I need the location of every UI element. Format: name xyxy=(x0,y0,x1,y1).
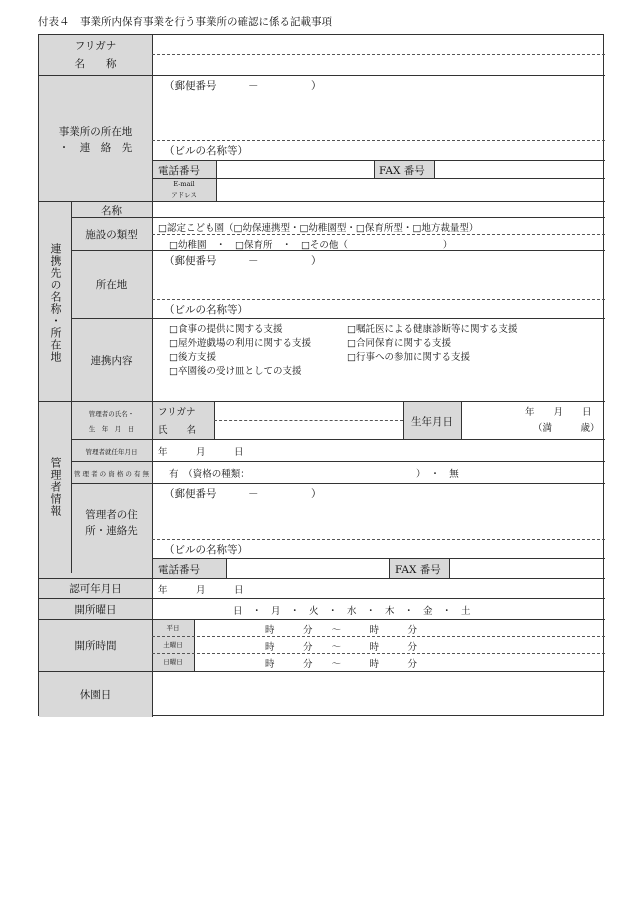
manager-address-label-1: 管理者の住 xyxy=(85,509,138,521)
manager-appointed-label: 管理者就任年月日 xyxy=(85,448,138,456)
hours-saturday-value[interactable]: 時 分 ～ 時 分 xyxy=(265,642,418,653)
office-furigana-label: フリガナ xyxy=(74,40,117,52)
opening-hours-label: 開所時間 xyxy=(74,640,117,652)
office-fax-label: FAX 番号 xyxy=(379,165,425,177)
manager-address-label-2: 所・連絡先 xyxy=(85,525,138,537)
partner-building-name: （ビルの名称等） xyxy=(164,304,248,316)
partner-content-item-meals[interactable]: □食事の提供に関する支援 xyxy=(169,324,283,335)
approval-date-value[interactable]: 年 月 日 xyxy=(158,585,244,596)
office-email-field[interactable] xyxy=(217,179,605,201)
office-email-label-1: E-mail xyxy=(173,180,195,188)
manager-furigana-label: フリガナ xyxy=(158,407,196,418)
manager-section-label: 管理者情報 xyxy=(49,457,62,517)
manager-name-label: 氏 名 xyxy=(158,425,197,436)
hours-weekday-value[interactable]: 時 分 ～ 時 分 xyxy=(265,625,418,636)
office-address-label: 事業所の所在地 xyxy=(58,126,133,138)
holiday-label: 休園日 xyxy=(79,689,112,701)
hours-sunday-value[interactable]: 時 分 ～ 時 分 xyxy=(265,659,418,670)
partner-name-field[interactable] xyxy=(153,202,605,217)
manager-postal-code: （郵便番号 － ） xyxy=(164,488,322,500)
manager-appointed-date[interactable]: 年 月 日 xyxy=(158,447,244,458)
manager-building-name: （ビルの名称等） xyxy=(164,544,248,556)
partner-type-option-line-2[interactable]: □幼稚園 ・ □保育所 ・ □その他（ ） xyxy=(169,240,453,251)
office-name-label: 名 称 xyxy=(74,58,117,70)
partner-type-label: 施設の類型 xyxy=(85,229,138,241)
manager-name-birth-label-1: 管理者の氏名・ xyxy=(88,410,135,418)
manager-birth-date[interactable]: 年 月 日 xyxy=(525,407,592,418)
hours-saturday-label: 土曜日 xyxy=(163,641,183,649)
office-building-name: （ビルの名称等） xyxy=(164,145,248,157)
office-contact-label: ・ 連 絡 先 xyxy=(58,142,133,154)
manager-birth-label: 生年月日 xyxy=(411,416,453,428)
partner-content-label: 連携内容 xyxy=(90,355,133,367)
hours-sunday-label: 日曜日 xyxy=(163,658,183,666)
open-weekdays-value[interactable]: 日 ・ 月 ・ 火 ・ 水 ・ 木 ・ 金 ・ 土 xyxy=(233,606,471,617)
partner-postal-code: （郵便番号 － ） xyxy=(164,255,322,267)
page-title: 付表４ 事業所内保育事業を行う事業所の確認に係る記載事項 xyxy=(38,16,332,28)
manager-name-birth-label-2: 生 年 月 日 xyxy=(88,425,135,433)
manager-fax-label: FAX 番号 xyxy=(395,564,441,576)
hours-weekday-label: 平日 xyxy=(166,624,180,632)
confirmation-form xyxy=(38,34,604,716)
partner-content-item-backup[interactable]: □後方支援 xyxy=(169,352,216,363)
manager-qualification-label: 管 理 者 の 資 格 の 有 無 xyxy=(73,470,150,478)
office-phone-label: 電話番号 xyxy=(158,165,200,177)
partner-location-label: 所在地 xyxy=(95,279,128,291)
partner-name-label: 名称 xyxy=(101,205,122,217)
partner-section-label: 連携先の名称・所在地 xyxy=(49,243,62,363)
partner-type-option-line-1[interactable]: □認定こども園（□幼保連携型・□幼稚園型・□保育所型・□地方裁量型） xyxy=(158,223,479,234)
manager-phone-label: 電話番号 xyxy=(158,564,200,576)
manager-qualification-value[interactable]: 有 （資格の種類： ） ・ 無 xyxy=(169,469,459,480)
manager-age[interactable]: （満 歳） xyxy=(533,423,600,434)
approval-date-label: 認可年月日 xyxy=(69,583,122,595)
office-email-label-2: アドレス xyxy=(171,191,197,199)
partner-content-item-joint-care[interactable]: □合同保育に関する支援 xyxy=(347,338,451,349)
partner-content-item-after-graduation[interactable]: □卒園後の受け皿としての支援 xyxy=(169,366,302,377)
partner-content-item-events[interactable]: □行事への参加に関する支援 xyxy=(347,352,470,363)
office-postal-code: （郵便番号 － ） xyxy=(164,80,322,92)
open-weekdays-label: 開所曜日 xyxy=(74,604,117,616)
holiday-field[interactable] xyxy=(153,672,605,716)
partner-content-item-playground[interactable]: □屋外遊戯場の利用に関する支援 xyxy=(169,338,311,349)
office-name-field[interactable] xyxy=(217,54,605,74)
manager-name-field[interactable] xyxy=(215,402,403,439)
partner-content-item-health-check[interactable]: □嘱託医による健康診断等に関する支援 xyxy=(347,324,518,335)
